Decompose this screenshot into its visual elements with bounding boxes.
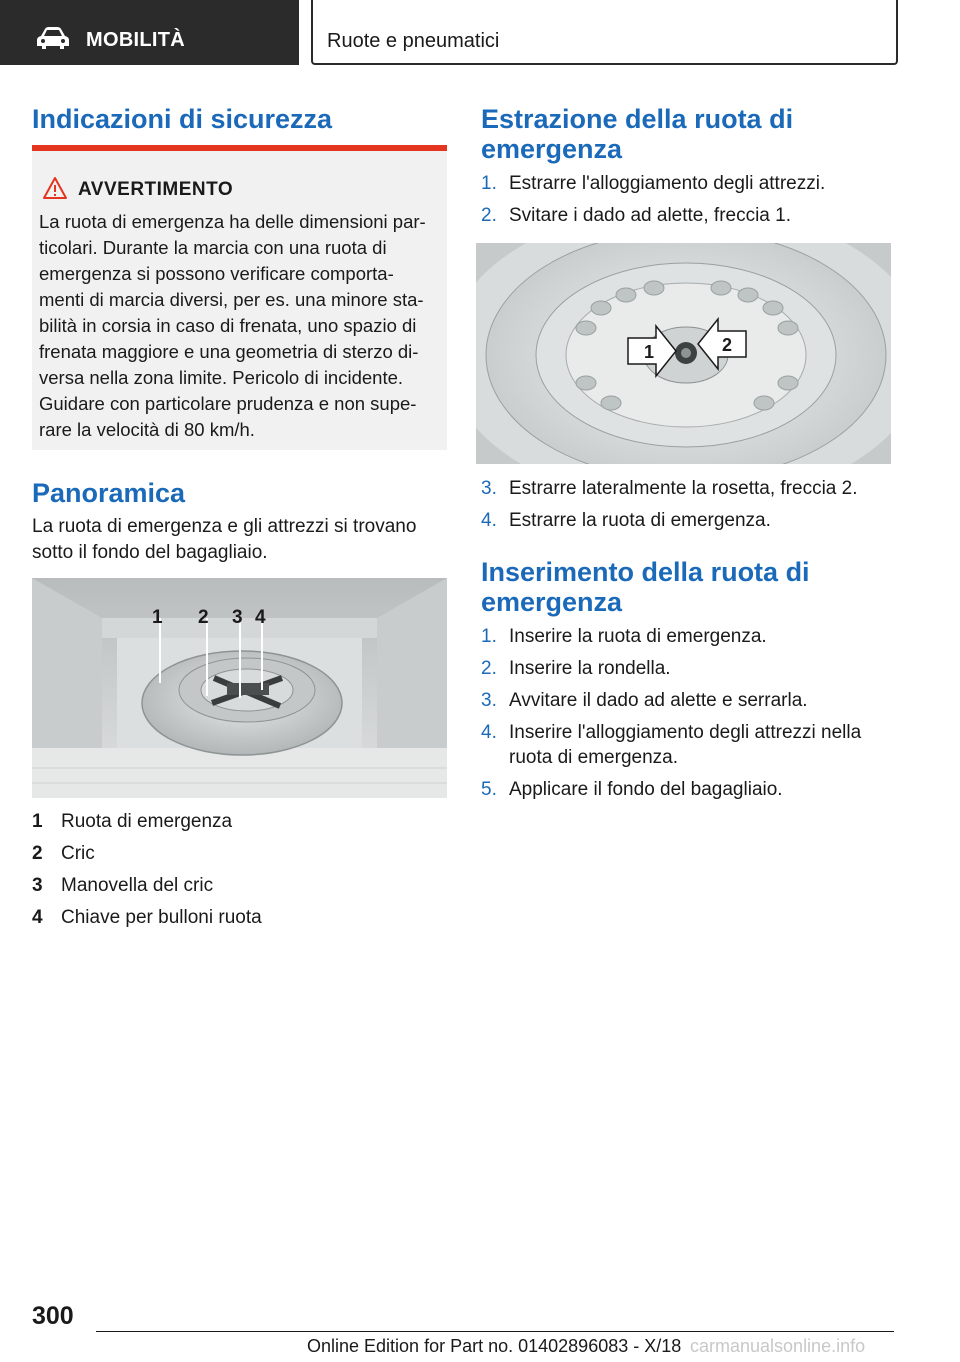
step-item [481, 720, 881, 770]
warning-line: rare la velocità di 80 km/h. [39, 419, 255, 440]
step-number: 1. [481, 626, 497, 647]
safety-heading: Indicazioni di sicurezza [32, 104, 333, 134]
arrow-label: 1 [644, 342, 655, 362]
warning-line: frenata maggiore e una geometria di sterzo di‐ [39, 341, 419, 362]
overview-heading: Panoramica [32, 478, 186, 508]
step-item [481, 476, 901, 501]
insert-heading-line: Inserimento della ruota di [481, 557, 810, 587]
step-text: Svitare i dado ad alette, freccia 1. [509, 205, 791, 226]
section-title: MOBILITÀ [86, 29, 186, 51]
warning-title: AVVERTIMENTO [78, 179, 234, 200]
callout-label: 1 [152, 607, 163, 628]
callout-label: 2 [198, 607, 209, 628]
step-number: 2. [481, 205, 497, 226]
warning-line: emergenza si possono verificare comporta‐ [39, 263, 394, 284]
chapter-tab[interactable] [311, 0, 898, 65]
legend-number: 1 [32, 811, 43, 832]
step-text: Avvitare il dado ad alette e serrarla. [509, 690, 808, 711]
step-text: Estrarre lateralmente la rosetta, freccia 2. [509, 478, 858, 499]
step-text: Inserire la ruota di emergenza. [509, 626, 767, 647]
step-text: Estrarre l'alloggiamento degli attrezzi. [509, 173, 826, 194]
legend-label: Chiave per bulloni ruota [61, 907, 262, 928]
warning-line: Guidare con particolare prudenza e non supe‐ [39, 393, 417, 414]
overview-line: La ruota di emergenza e gli attrezzi si trovano [32, 516, 417, 537]
overview-line: sotto il fondo del bagagliaio. [32, 542, 268, 563]
warning-icon [42, 176, 68, 200]
warning-line: La ruota di emergenza ha delle dimensioni par‐ [39, 211, 426, 232]
step-item [481, 508, 901, 533]
step-text: Applicare il fondo del bagagliaio. [509, 779, 783, 800]
edition-text: Online Edition for Part no. 01402896083 - X/18 [307, 1336, 682, 1356]
legend-label: Manovella del cric [61, 875, 214, 896]
step-item [481, 171, 901, 196]
car-icon [36, 26, 70, 50]
legend-label: Ruota di emergenza [61, 811, 233, 832]
overview-text [32, 514, 416, 566]
watermark: carmanualsonline.info [690, 1336, 866, 1356]
insert-heading [481, 557, 810, 617]
step-item [481, 656, 881, 681]
trunk-illustration [32, 578, 447, 798]
warning-line: versa nella zona limite. Pericolo di incidente. [39, 367, 404, 388]
step-number: 4. [481, 510, 497, 531]
legend-label: Cric [61, 843, 95, 864]
step-item [481, 688, 881, 713]
removal-steps-b [481, 476, 901, 540]
step-number: 3. [481, 690, 497, 711]
callout-label: 3 [232, 607, 243, 628]
step-number: 1. [481, 173, 497, 194]
removal-heading [481, 104, 793, 164]
wheel-illustration [476, 243, 891, 464]
step-text: Estrarre la ruota di emergenza. [509, 510, 771, 531]
removal-steps-a [481, 171, 901, 235]
footer-divider [96, 1331, 894, 1332]
insert-steps [481, 624, 881, 809]
legend-number: 2 [32, 843, 43, 864]
warning-line: bilità in corsia in caso di frenata, uno spazio di [39, 315, 417, 336]
section-tab[interactable] [0, 0, 299, 65]
step-number: 4. [481, 722, 497, 743]
insert-heading-line: emergenza [481, 587, 623, 617]
warning-box [32, 145, 447, 450]
warning-line: menti di marcia diversi, per es. una minore sta‐ [39, 289, 424, 310]
step-number: 3. [481, 478, 497, 499]
callout-label: 4 [255, 607, 266, 628]
legend-number: 3 [32, 875, 43, 896]
page-number: 300 [32, 1302, 74, 1330]
step-item [481, 624, 881, 649]
step-item [481, 777, 881, 802]
warning-line: ticolari. Durante la marcia con una ruota di [39, 237, 387, 258]
step-item [481, 203, 901, 228]
chapter-title: Ruote e pneumatici [327, 30, 500, 52]
removal-heading-line: emergenza [481, 134, 623, 164]
arrow-label: 2 [722, 335, 733, 355]
removal-heading-line: Estrazione della ruota di [481, 104, 794, 134]
step-text: Inserire l'alloggiamento degli attrezzi nella ruota di emergenza. [509, 722, 862, 768]
legend-number: 4 [32, 907, 43, 928]
step-text: Inserire la rondella. [509, 658, 671, 679]
step-number: 5. [481, 779, 497, 800]
warning-text [39, 209, 439, 443]
step-number: 2. [481, 658, 497, 679]
